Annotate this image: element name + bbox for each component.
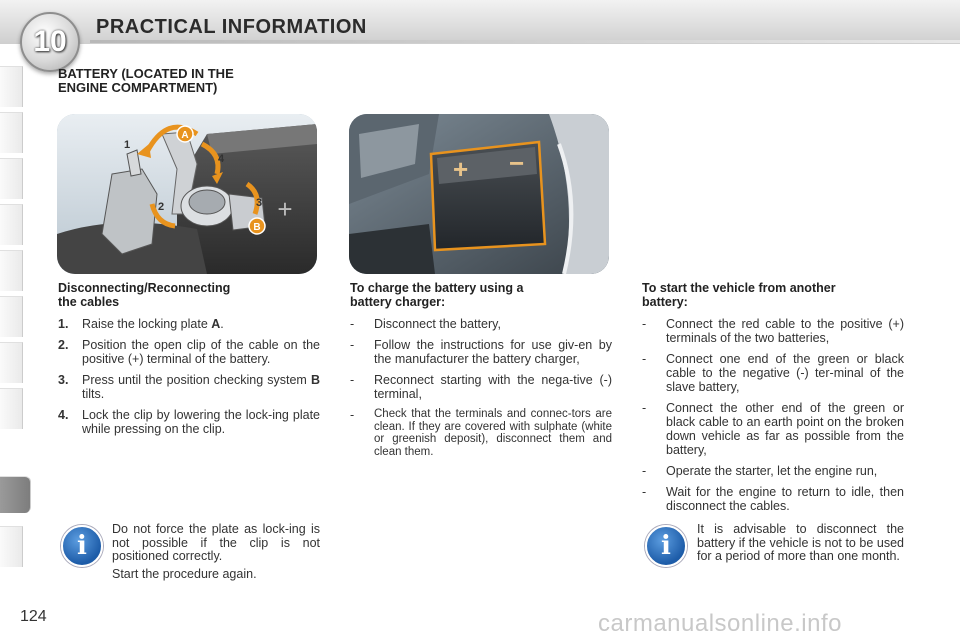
positive-terminal-mark: +: [453, 154, 469, 184]
list-item-text: Connect the red cable to the positive (+) terminals of the two batteries,: [666, 317, 904, 345]
side-tab[interactable]: [0, 204, 23, 245]
watermark: carmanualsonline.info: [598, 610, 842, 637]
side-tab[interactable]: [0, 250, 23, 291]
negative-terminal-mark: −: [509, 148, 525, 178]
step-number: 3.: [58, 373, 69, 387]
side-tab[interactable]: [0, 342, 23, 383]
column-heading-line: To start the vehicle from another: [642, 281, 836, 295]
list-dash: -: [350, 317, 355, 331]
battery-clip-illustration: [57, 114, 317, 274]
side-tab[interactable]: [0, 158, 23, 199]
column-heading-line: To charge the battery using a: [350, 281, 524, 295]
page-title: PRACTICAL INFORMATION: [96, 16, 367, 38]
step-text-part: tilts.: [82, 387, 105, 401]
info-note-text: It is advisable to disconnect the battery if the vehicle is not to be used for a period of more than one month.: [697, 522, 904, 563]
info-note: [112, 523, 320, 585]
section-heading-line: ENGINE COMPARTMENT): [58, 80, 218, 95]
info-icon: [61, 525, 103, 567]
column-heading-line: battery:: [642, 295, 688, 309]
list-item: [350, 338, 612, 366]
callout-b-label: B: [253, 222, 261, 233]
list-item: [642, 464, 904, 478]
step-number: 1.: [58, 317, 69, 331]
disconnecting-reconnecting-section: [58, 281, 320, 443]
step-2-label: 2: [157, 201, 165, 213]
list-dash: -: [642, 401, 647, 415]
info-icon: [645, 525, 687, 567]
battery-clip-drawing: [57, 114, 317, 274]
step-4-label: 4: [217, 153, 225, 165]
list-dash: -: [642, 485, 647, 499]
step-number: 4.: [58, 408, 69, 422]
section-heading-line: BATTERY (LOCATED IN THE: [58, 66, 234, 81]
list-dash: -: [350, 338, 355, 352]
step-text: [82, 373, 320, 401]
column-heading-line: battery charger:: [350, 295, 446, 309]
list-dash: -: [642, 352, 647, 366]
list-dash: -: [350, 373, 355, 387]
list-item: [350, 373, 612, 401]
info-icon-letter: i: [77, 531, 87, 561]
list-item-text: Connect the other end of the green or black cable to an earth point on the broken down vehicle as far as possible from the battery,: [666, 401, 904, 457]
info-note-text: Start the procedure again.: [112, 566, 257, 581]
info-icon-letter: i: [661, 531, 671, 561]
column-heading: [58, 281, 320, 309]
side-tab[interactable]: [0, 526, 23, 567]
step-item: [58, 408, 320, 436]
step-text-part: Lock the clip by lowering the lock-ing plate while pressing on the clip.: [82, 408, 320, 436]
side-tab-active[interactable]: [0, 476, 31, 513]
step-text-part: .: [220, 317, 224, 331]
chapter-badge: [20, 12, 80, 72]
battery-location-drawing: [349, 114, 609, 274]
list-item-text: Reconnect starting with the nega-tive (-) terminal,: [374, 373, 612, 401]
list-item: [642, 485, 904, 513]
list-item-text: Wait for the engine to return to idle, then disconnect the cables.: [666, 485, 904, 513]
column-heading-line: Disconnecting/Reconnecting: [58, 281, 231, 295]
battery-charger-section: [350, 281, 612, 465]
chapter-number: 10: [33, 25, 67, 58]
list-dash: -: [642, 317, 647, 331]
list-item-text: Connect one end of the green or black cable to the negative (-) ter-minal of the slave battery,: [666, 352, 904, 394]
step-text: [82, 408, 320, 436]
callout-a-label: A: [181, 130, 189, 141]
header-rule: [90, 40, 960, 43]
list-item: [350, 408, 612, 458]
list-dash: -: [642, 464, 647, 478]
list-item: [350, 317, 612, 331]
side-tab[interactable]: [0, 112, 23, 153]
column-heading: [350, 281, 612, 309]
step-number: 2.: [58, 338, 69, 352]
step-text: [82, 317, 320, 331]
list-dash: -: [350, 408, 355, 422]
step-3-label: 3: [255, 197, 263, 209]
jump-start-section: [642, 281, 904, 520]
step-text-part: Position the open clip of the cable on the positive (+) terminal of the battery.: [82, 338, 320, 366]
side-tab-strip: [0, 66, 28, 576]
step-item: [58, 338, 320, 366]
info-note-text: Do not force the plate as lock-ing is not possible if the clip is not positioned correctly.: [112, 522, 320, 563]
side-tab[interactable]: [0, 296, 23, 337]
positive-terminal-mark: +: [277, 194, 293, 224]
list-item: [642, 317, 904, 345]
list-item-text: Check that the terminals and connec-tors are clean. If they are covered with sulphate (white or greenish deposit), disconnect them and clean them.: [374, 408, 612, 458]
step-text-bold: B: [310, 373, 320, 387]
list-item: [642, 401, 904, 457]
step-item: [58, 373, 320, 401]
step-item: [58, 317, 320, 331]
step-text-part: Raise the locking plate: [82, 317, 212, 331]
column-heading: [642, 281, 904, 309]
side-tab[interactable]: [0, 388, 23, 429]
column-heading-line: the cables: [58, 295, 120, 309]
list-item-text: Operate the starter, let the engine run,: [666, 464, 878, 478]
step-text-bold: A: [211, 317, 221, 331]
page-number: 124: [20, 608, 47, 625]
step-text: [82, 338, 320, 366]
section-heading: [58, 67, 338, 95]
info-note: [697, 523, 904, 568]
battery-location-photo: [349, 114, 609, 274]
list-item: [642, 352, 904, 394]
list-item-text: Follow the instructions for use giv-en by the manufacturer the battery charger,: [374, 338, 612, 366]
list-item-text: Disconnect the battery,: [374, 317, 501, 331]
side-tab[interactable]: [0, 66, 23, 107]
step-text-part: Press until the position checking system: [82, 373, 311, 387]
step-1-label: 1: [123, 139, 131, 151]
